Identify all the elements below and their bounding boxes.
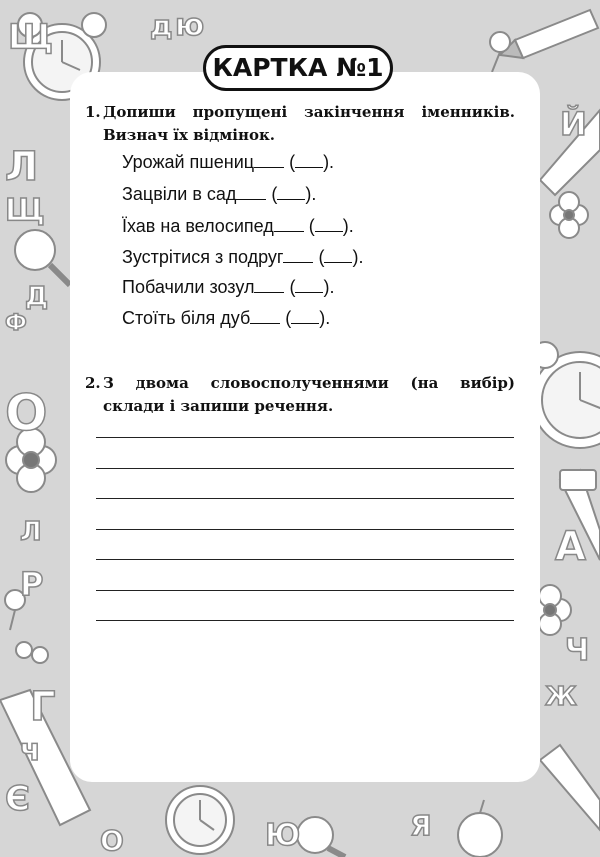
svg-text:Є: Є	[5, 779, 30, 819]
svg-text:Щ: Щ	[5, 193, 45, 228]
svg-text:Ф: Ф	[5, 311, 27, 336]
case-blank[interactable]	[315, 216, 343, 232]
svg-text:ч: ч	[20, 733, 41, 768]
item-end: ).	[342, 216, 354, 236]
item-text: Побачили зозул	[122, 277, 255, 297]
svg-text:Ч: Ч	[565, 633, 590, 668]
writing-line[interactable]	[96, 468, 514, 469]
item-text: Зустрітися з подруг	[122, 247, 284, 267]
case-blank[interactable]	[295, 152, 323, 168]
svg-text:Л: Л	[5, 144, 39, 190]
svg-text:А: А	[555, 524, 586, 570]
svg-text:Ю: Ю	[265, 818, 301, 853]
writing-line[interactable]	[96, 437, 514, 438]
alarm-clock-icon	[166, 786, 234, 854]
svg-text:Й: Й	[560, 105, 587, 143]
item-text: Їхав на велосипед	[122, 216, 274, 236]
exercise-item: Їхав на велосипед ( ).	[122, 216, 354, 236]
case-blank[interactable]	[295, 277, 323, 293]
task-1	[85, 101, 515, 147]
svg-text:О: О	[5, 384, 48, 442]
svg-text:Щ: Щ	[8, 17, 54, 57]
svg-text:Ж: Ж	[545, 682, 577, 712]
item-end: ).	[305, 184, 317, 204]
item-text: Стоїть біля дуб	[122, 308, 251, 328]
item-end: ).	[323, 152, 335, 172]
svg-text:ю: ю	[175, 8, 205, 43]
task-2	[85, 372, 515, 418]
svg-text:Д: Д	[25, 282, 49, 312]
exercise-item: Зустрітися з подруг ( ).	[122, 247, 364, 267]
task-text: З двома словосполученнями (на вибір) склади і запиши речення.	[103, 374, 515, 415]
svg-text:Л: Л	[20, 517, 42, 547]
ending-blank[interactable]	[236, 184, 266, 200]
exercise-item: Побачили зозул ( ).	[122, 277, 335, 297]
case-blank[interactable]	[291, 308, 319, 324]
item-text: Зацвіли в сад	[122, 184, 237, 204]
exercise-item: Зацвіли в сад ( ).	[122, 184, 317, 204]
card-title: КАРТКА №1	[203, 45, 393, 91]
exercise-item: Стоїть біля дуб ( ).	[122, 308, 331, 328]
item-text: Урожай пшениц	[122, 152, 255, 172]
task-number: 2.	[85, 374, 101, 392]
writing-line[interactable]	[96, 590, 514, 591]
svg-text:О: О	[100, 824, 124, 857]
ending-blank[interactable]	[250, 308, 280, 324]
svg-text:Р: Р	[20, 565, 44, 603]
writing-line[interactable]	[96, 529, 514, 530]
task-number: 1.	[85, 103, 101, 121]
item-end: ).	[352, 247, 364, 267]
ending-blank[interactable]	[283, 247, 313, 263]
task-text: Допиши пропущені закінчення іменників. Визнач їх відмінок.	[103, 103, 515, 144]
item-end: ).	[319, 308, 331, 328]
eraser-icon	[560, 470, 596, 490]
ending-blank[interactable]	[254, 152, 284, 168]
exercise-item: Урожай пшениц ( ).	[122, 152, 335, 172]
svg-text:Я: Я	[410, 809, 432, 842]
writing-line[interactable]	[96, 498, 514, 499]
item-end: ).	[323, 277, 335, 297]
worksheet-card	[70, 72, 540, 782]
svg-text:д: д	[150, 9, 173, 42]
case-blank[interactable]	[324, 247, 352, 263]
writing-line[interactable]	[96, 620, 514, 621]
writing-line[interactable]	[96, 559, 514, 560]
case-blank[interactable]	[277, 184, 305, 200]
ending-blank[interactable]	[254, 277, 284, 293]
ending-blank[interactable]	[274, 216, 304, 232]
svg-text:Г: Г	[30, 684, 56, 730]
